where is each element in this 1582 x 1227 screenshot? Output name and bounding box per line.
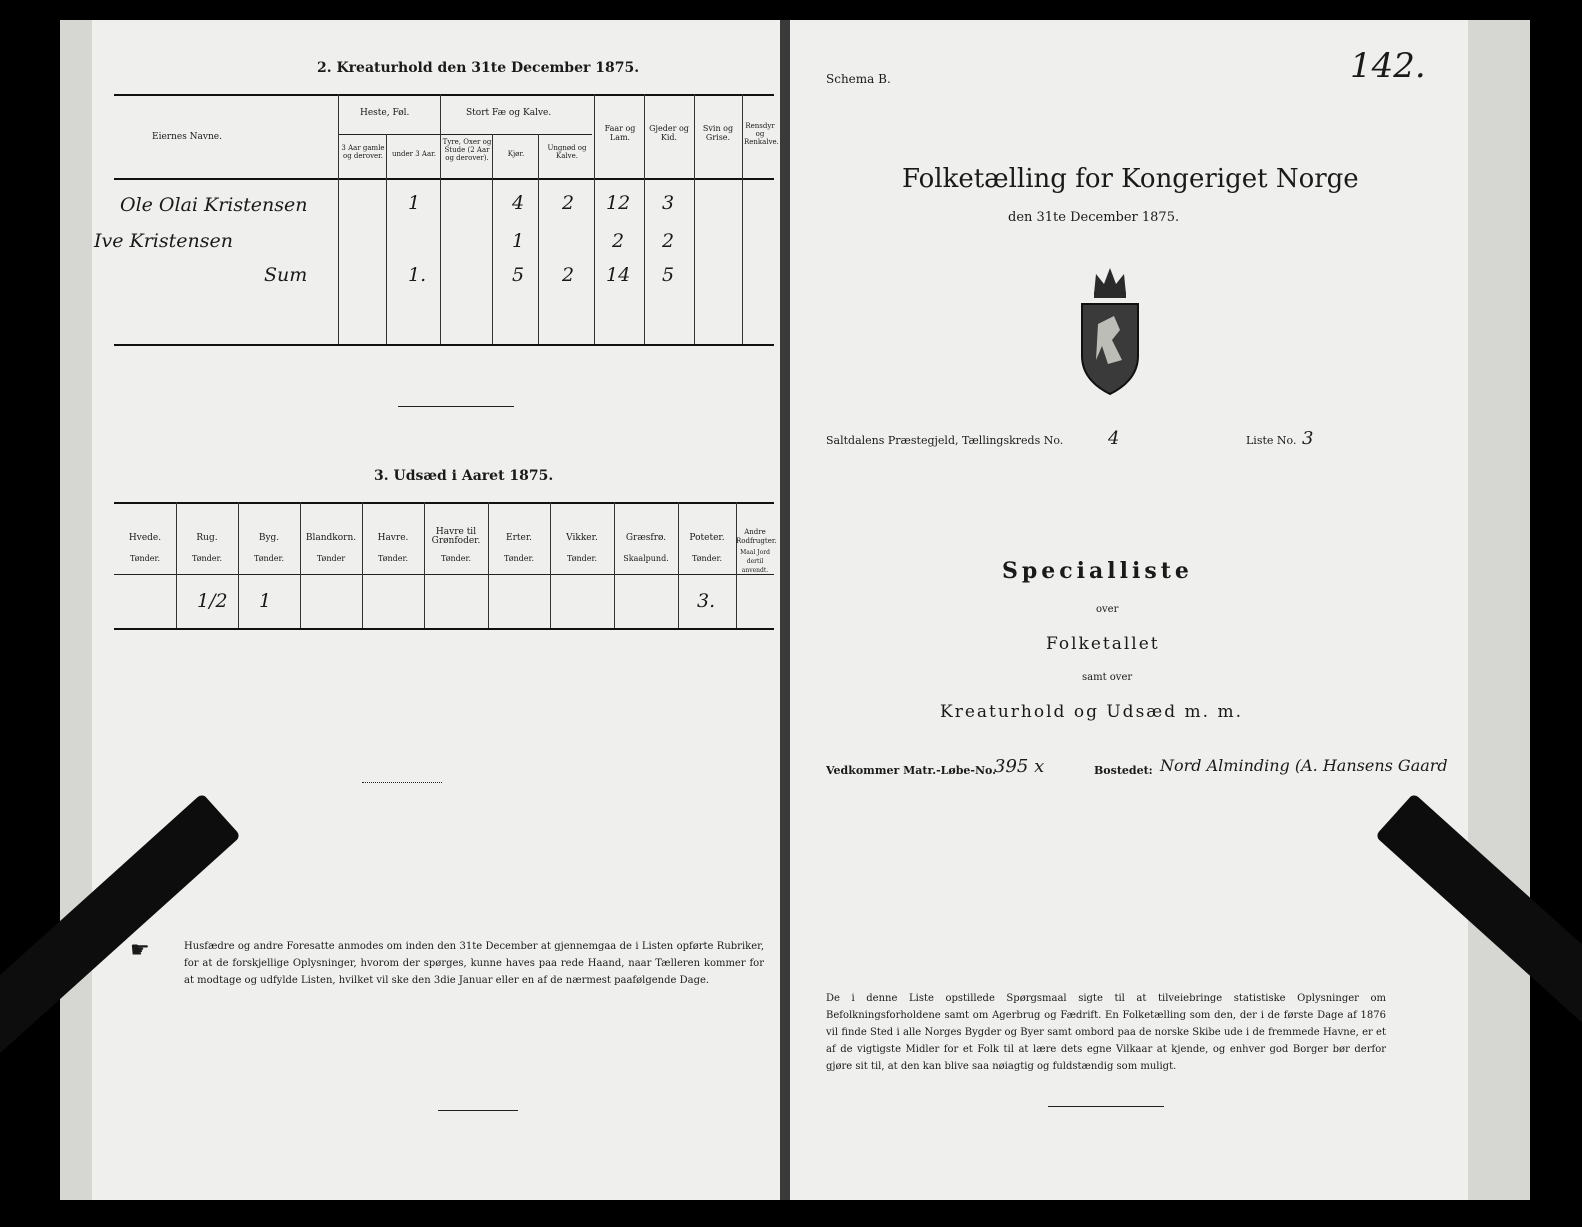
notice-text: Husfædre og andre Foresatte anmodes om inden den 31te December at gjennemgaa de i Listen opførte Rubriker, for at de forskjellige Oplysninger, hvorom der spørges, kunne haves paa rede Haand, naar Tælleren kommer for at modtage og udfylde Listen, hvilket vil ske den 3die Januar eller en af de nærmest paafølgende Dage.: [184, 941, 764, 986]
seed-col-divider: [488, 502, 489, 628]
samt-over-label: samt over: [1082, 672, 1133, 683]
goats-value: 2: [662, 230, 675, 252]
right-page: [790, 20, 1468, 1200]
seed-value: 1/2: [197, 590, 228, 612]
section2-title: 2. Kreaturhold den 31te December 1875.: [317, 60, 640, 76]
seed-col-divider: [238, 502, 239, 628]
separator-rule: [1048, 1106, 1164, 1107]
seed-header-unit: Tønder.: [440, 554, 472, 563]
seed-header-unit: Tønder.: [253, 554, 285, 563]
livestock-col-divider: [742, 94, 743, 344]
separator-rule: [362, 782, 442, 783]
parish-label: Saltdalens Præstegjeld, Tællingskreds No.: [826, 434, 1064, 447]
livestock-col-divider: [492, 134, 493, 344]
horses-young-value: 1: [408, 192, 421, 214]
seed-header-name: Byg.: [258, 533, 280, 543]
seed-table-top: [114, 502, 774, 504]
seed-header-name: Havre.: [377, 533, 409, 543]
seed-header-unit: Tønder.: [191, 554, 223, 563]
livestock-table-top: [114, 94, 774, 96]
seed-col-divider: [424, 502, 425, 628]
livestock-table-bottom: [114, 344, 774, 346]
header-reindeer: Rensdyr og Renkalve.: [744, 122, 779, 146]
seed-header-unit: Skaalpund.: [623, 554, 669, 563]
livestock-header-bottom: [114, 178, 774, 180]
section3-title: 3. Udsæd i Aaret 1875.: [374, 468, 554, 484]
header-bulls-oxen: Tyre, Oxer og Stude (2 Aar og derover).: [442, 138, 492, 162]
matr-label: Vedkommer Matr.-Løbe-No.: [826, 764, 996, 777]
livestock-col-divider: [338, 94, 339, 344]
seed-value: 1: [259, 590, 272, 612]
seed-col-divider: [614, 502, 615, 628]
seed-col-divider: [678, 502, 679, 628]
seed-header-name: Blandkorn.: [305, 533, 357, 543]
page-number: 142.: [1350, 46, 1426, 86]
livestock-header-divider: [338, 134, 592, 135]
seed-header-unit: Tønder.: [566, 554, 598, 563]
goats-value: 3: [662, 192, 675, 214]
header-horses-adult: 3 Aar gamle og derover.: [341, 144, 385, 160]
date-line: den 31te December 1875.: [1008, 210, 1180, 225]
seed-header-name: Havre til Grønfoder.: [431, 527, 481, 546]
matr-value: 395 x: [994, 756, 1045, 777]
header-cows: Kjør.: [507, 150, 525, 158]
list-label: Liste No.: [1246, 434, 1297, 447]
bosted-label: Bostedet:: [1094, 764, 1153, 777]
seed-header-unit: Maal Jord dertil anvendt.: [740, 549, 770, 574]
owner-name: Ive Kristensen: [94, 230, 233, 252]
seed-col-divider: [300, 502, 301, 628]
young-cattle-value: 2: [562, 192, 575, 214]
seed-header-unit: Tønder.: [129, 554, 161, 563]
seed-header-name: Hvede.: [128, 533, 162, 543]
bosted-value: Nord Alminding (A. Hansens Gaard: [1160, 756, 1448, 775]
sheep-value: 2: [612, 230, 625, 252]
seed-header-name: Poteter.: [689, 533, 725, 543]
seed-header-bottom: [114, 574, 774, 575]
seed-header-name: Erter.: [506, 533, 532, 543]
young-cattle-sum: 2: [562, 264, 575, 286]
cows-value: 1: [512, 230, 525, 252]
header-pigs: Svin og Grise.: [702, 124, 734, 142]
livestock-col-divider: [440, 94, 441, 344]
right-page-edge: [1468, 20, 1530, 1200]
header-young-cattle: Ungnød og Kalve.: [547, 144, 587, 160]
left-page-edge: [60, 20, 92, 1200]
livestock-col-divider: [538, 134, 539, 344]
seed-col-divider: [362, 502, 363, 628]
book-gutter: [780, 20, 790, 1200]
sheep-sum: 14: [606, 264, 631, 286]
sum-label: Sum: [264, 264, 308, 286]
livestock-col-divider: [694, 94, 695, 344]
seed-header-unit: Tønder.: [503, 554, 535, 563]
separator-rule: [398, 406, 514, 407]
main-title: Folketælling for Kongeriget Norge: [902, 164, 1359, 194]
owner-name: Ole Olai Kristensen: [120, 194, 308, 216]
header-horses: Heste, Føl.: [360, 108, 410, 118]
seed-table-bottom: [114, 628, 774, 630]
seed-header-unit: Tønder: [316, 554, 346, 563]
header-goats: Gjeder og Kid.: [649, 124, 689, 142]
special-list-title: Specialliste: [1002, 558, 1193, 584]
header-horses-young: under 3 Aar.: [392, 150, 436, 158]
schema-label: Schema B.: [826, 72, 891, 86]
seed-value: 3.: [697, 590, 716, 612]
over-label: over: [1096, 604, 1119, 615]
seed-header-name: Vikker.: [566, 533, 598, 543]
pointing-hand-icon: ☛: [130, 938, 150, 963]
folketallet-label: Folketallet: [1046, 634, 1160, 654]
seed-col-divider: [176, 502, 177, 628]
left-page: [92, 20, 780, 1200]
livestock-seed-label: Kreaturhold og Udsæd m. m.: [940, 702, 1244, 722]
seed-header-name: Rug.: [196, 533, 218, 543]
cows-value: 4: [512, 192, 525, 214]
sheep-value: 12: [606, 192, 631, 214]
list-number: 3: [1302, 428, 1314, 449]
seed-col-divider: [550, 502, 551, 628]
seed-header-name: Græsfrø.: [625, 533, 667, 543]
header-cattle: Stort Fæ og Kalve.: [466, 108, 552, 118]
district-number: 4: [1108, 428, 1120, 449]
livestock-col-divider: [644, 94, 645, 344]
livestock-col-divider: [594, 94, 595, 344]
header-owner-names: Eiernes Navne.: [152, 132, 222, 142]
seed-header-name: Andre Rodfrugter.: [736, 528, 777, 545]
separator-rule: [438, 1110, 518, 1111]
goats-sum: 5: [662, 264, 675, 286]
norway-coat-of-arms-icon: [1074, 260, 1146, 396]
livestock-col-divider: [386, 134, 387, 344]
seed-header-unit: Tønder.: [691, 554, 723, 563]
horses-young-sum: 1.: [408, 264, 427, 286]
header-sheep: Faar og Lam.: [604, 124, 636, 142]
seed-header-unit: Tønder.: [377, 554, 409, 563]
cows-sum: 5: [512, 264, 525, 286]
information-text: De i denne Liste opstillede Spørgsmaal sigte til at tilveiebringe statistiske Oplysninger om Befolkningsforholdene samt om Agerbrug og Fædrift. En Folketælling som den, der i de første Dage af 1876 vil finde Sted i alle Norges Bygder og Byer samt ombord paa de norske Skibe ude i de fremmede Havne, er et af de vigtigste Midler for et Folk til at lære dets egne Vilkaar at kjende, og enhver god Borger bør derfor gjøre sit til, at den kan blive saa nøiagtig og fuldstændig som muligt.: [826, 993, 1386, 1072]
